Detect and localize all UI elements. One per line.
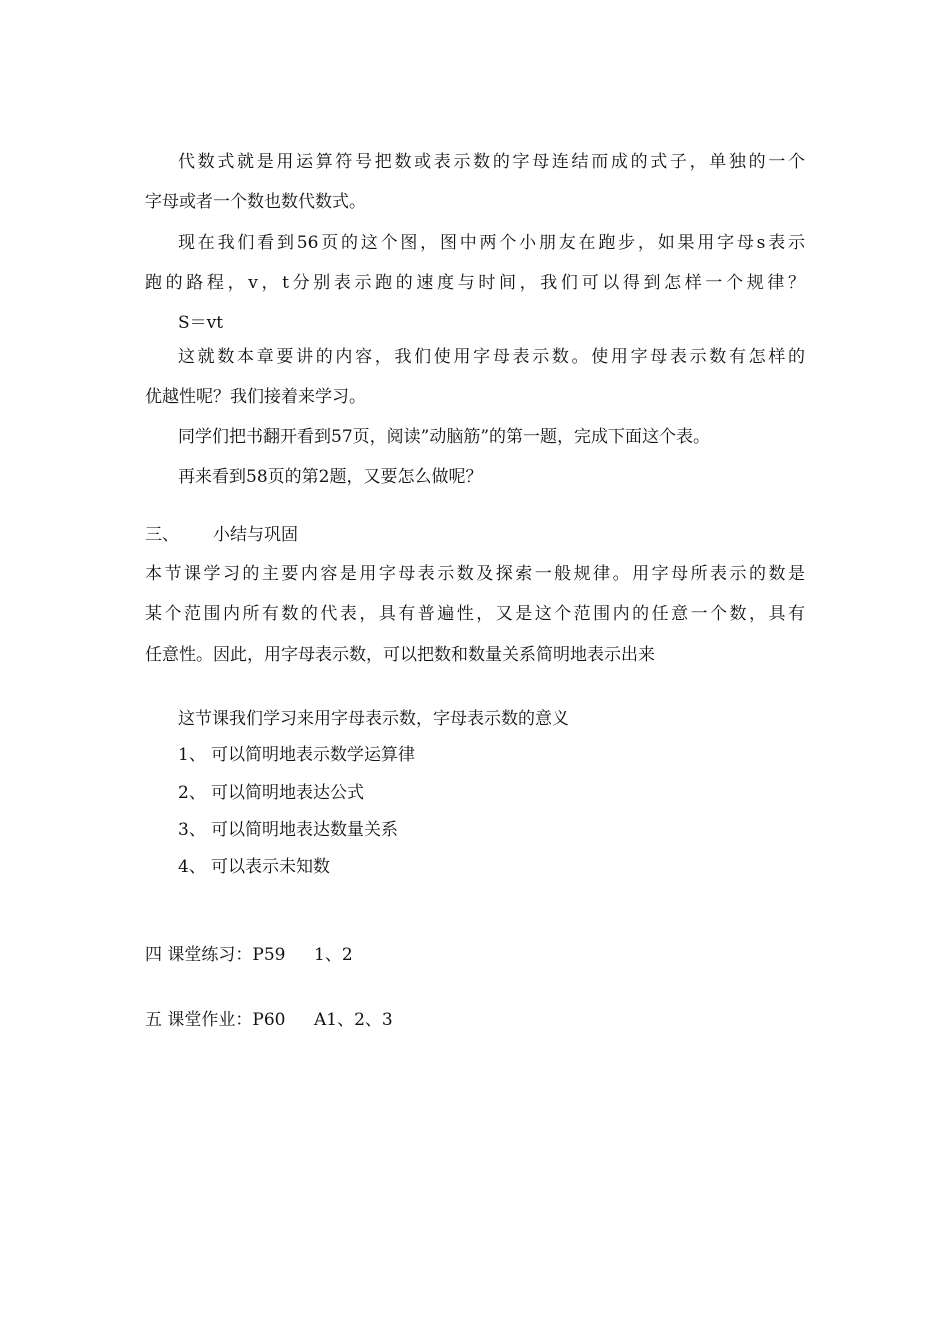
list-item-number: 2、 — [178, 783, 206, 803]
section-4-label: 四 课堂练习：P59 — [145, 945, 286, 965]
section-5-items: A1、2、3 — [314, 1010, 393, 1030]
list-item-number: 1、 — [178, 745, 206, 765]
section-3-title: 小结与巩固 — [213, 525, 298, 545]
list-item-number: 4、 — [178, 857, 206, 877]
section-5-label: 五 课堂作业：P60 — [145, 1010, 286, 1030]
paragraph-3-line-1: 这就数本章要讲的内容，我们使用字母表示数。使用字母表示数有怎样的 — [178, 347, 805, 367]
paragraph-2-line-2: 跑的路程，v，t分别表示跑的速度与时间，我们可以得到怎样一个规律？ — [145, 273, 805, 293]
list-item-text: 可以表示未知数 — [211, 857, 330, 877]
list-item-text: 可以简明地表示数学运算律 — [211, 745, 415, 765]
paragraph-2-line-1: 现在我们看到56页的这个图，图中两个小朋友在跑步，如果用字母s表示 — [178, 233, 805, 253]
paragraph-4: 同学们把书翻开看到57页，阅读”动脑筋”的第一题，完成下面这个表。 — [178, 427, 711, 447]
section-4-items: 1、2 — [314, 945, 353, 965]
list-item-number: 3、 — [178, 820, 206, 840]
list-item-text: 可以简明地表达数量关系 — [211, 820, 398, 840]
formula: S＝vt — [178, 313, 224, 333]
paragraph-5: 再来看到58页的第2题，又要怎么做呢？ — [178, 467, 483, 487]
summary-line-2: 某个范围内所有数的代表，具有普遍性，又是这个范围内的任意一个数，具有 — [145, 604, 805, 624]
list-item-text: 可以简明地表达公式 — [211, 783, 364, 803]
paragraph-3-line-2: 优越性呢？我们接着来学习。 — [145, 387, 366, 407]
meaning-intro: 这节课我们学习来用字母表示数，字母表示数的意义 — [178, 709, 569, 729]
summary-line-1: 本节课学习的主要内容是用字母表示数及探索一般规律。用字母所表示的数是 — [145, 564, 805, 584]
paragraph-1-line-2: 字母或者一个数也数代数式。 — [145, 192, 366, 212]
paragraph-1-line-1: 代数式就是用运算符号把数或表示数的字母连结而成的式子，单独的一个 — [178, 152, 805, 172]
summary-line-3: 任意性。因此，用字母表示数，可以把数和数量关系简明地表示出来 — [145, 645, 655, 665]
section-3-number: 三、 — [145, 525, 179, 545]
